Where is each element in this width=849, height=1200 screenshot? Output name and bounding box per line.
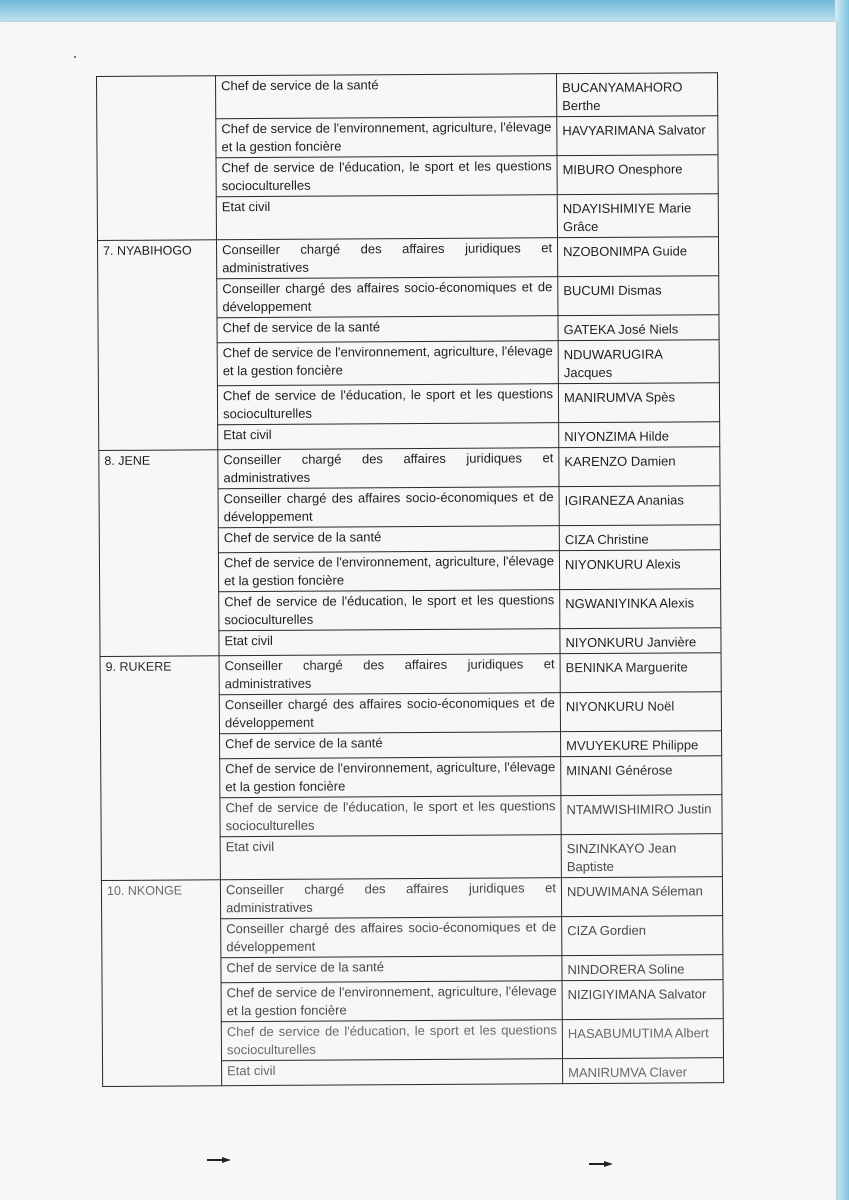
role-cell: Conseiller chargé des affaires juridiques et administratives [217, 238, 558, 279]
name-text: MANIRUMVA Claver [568, 1064, 688, 1081]
name-cell [561, 756, 722, 796]
roster-body [97, 73, 724, 1087]
name-text: NTAMWISHIMIRO Justin [566, 801, 712, 818]
name-text: KARENZO Damien [564, 453, 676, 470]
name-cell [560, 653, 721, 693]
role-cell: Etat civil [220, 835, 561, 880]
arrow-mark-icon [588, 1160, 614, 1168]
name-text: HASABUMUTIMA Albert [567, 1025, 709, 1042]
role-cell: Chef de service de l'éducation, le sport et les questions socioculturelles [221, 1020, 562, 1061]
table-row [98, 237, 719, 280]
commune-cell: 10. NKONGE [101, 880, 221, 1087]
name-cell [558, 276, 719, 316]
role-cell: Chef de service de l'éducation, le sport et les questions socioculturelles [216, 156, 557, 197]
role-cell: Conseiller chargé des affaires socio-économiques et de développement [218, 487, 559, 528]
name-text: CIZA Gordien [567, 922, 647, 939]
arrow-mark-icon [206, 1156, 232, 1164]
table-row [99, 447, 720, 490]
name-cell [560, 692, 721, 732]
staff-roster-table [96, 72, 724, 1087]
name-text: MANIRUMVA Spès [563, 389, 676, 406]
name-cell [560, 589, 721, 629]
role-cell: Conseiller chargé des affaires juridiques et administratives [220, 878, 561, 919]
name-text: BUCUMI Dismas [563, 282, 662, 299]
role-cell: Chef de service de l'environnement, agriculture, l'élevage et la gestion foncière [218, 551, 559, 592]
name-text: NGWANIYINKA Alexis [565, 595, 695, 612]
role-cell: Conseiller chargé des affaires socio-économiques et de développement [217, 277, 558, 318]
name-cell [556, 73, 717, 117]
commune-cell [97, 76, 217, 241]
name-cell [557, 155, 718, 195]
name-text: NDUWIMANA Séleman [566, 883, 703, 900]
table-row [101, 877, 722, 920]
scanner-edge-right [835, 0, 849, 1200]
role-cell: Chef de service de l'environnement, agriculture, l'élevage et la gestion foncière [221, 981, 562, 1022]
role-cell: Chef de service de l'environnement, agriculture, l'élevage et la gestion foncière [217, 341, 558, 386]
commune-cell: 9. RUKERE [100, 656, 220, 881]
name-cell [558, 383, 719, 423]
role-cell: Etat civil [216, 195, 557, 240]
name-cell [561, 731, 722, 757]
role-cell: Chef de service de la santé [220, 732, 561, 759]
name-text: NDAYISHIMIYE Marie Grâce [562, 200, 692, 235]
role-cell: Chef de service de la santé [218, 526, 559, 553]
role-cell: Chef de service de l'éducation, le sport et les questions socioculturelles [220, 796, 561, 837]
name-text: BUCANYAMAHORO Berthe [562, 79, 683, 114]
name-cell [561, 834, 722, 878]
name-cell [557, 194, 718, 238]
name-cell [557, 116, 718, 156]
name-text: MVUYEKURE Philippe [566, 737, 699, 754]
name-cell [558, 340, 719, 384]
name-text: NIYONKURU Noël [565, 698, 675, 715]
role-cell: Chef de service de l'environnement, agriculture, l'élevage et la gestion foncière [216, 117, 557, 158]
name-text: MINANI Générose [566, 762, 673, 779]
name-text: NINDORERA Soline [567, 961, 685, 978]
role-cell: Etat civil [218, 423, 559, 450]
name-cell [561, 877, 722, 917]
name-cell [559, 550, 720, 590]
name-text: GATEKA José Niels [563, 321, 679, 338]
table-row [97, 73, 718, 120]
role-cell: Conseiller chargé des affaires juridiques et administratives [218, 448, 559, 489]
name-cell [562, 916, 723, 956]
commune-cell: 7. NYABIHOGO [98, 240, 218, 451]
name-text: NZOBONIMPA Guide [563, 243, 688, 260]
role-cell: Chef de service de la santé [216, 74, 557, 119]
commune-cell: 8. JENE [99, 450, 219, 657]
role-cell: Conseiller chargé des affaires socio-économiques et de développement [221, 917, 562, 958]
name-text: MIBURO Onesphore [562, 161, 683, 178]
name-cell [560, 628, 721, 654]
role-cell: Etat civil [219, 629, 560, 656]
role-cell: Chef de service de la santé [221, 956, 562, 983]
role-cell: Chef de service de l'éducation, le sport et les questions socioculturelles [217, 384, 558, 425]
name-cell [558, 315, 719, 341]
role-cell: Conseiller chargé des affaires socio-économiques et de développement [219, 693, 560, 734]
role-cell: Chef de service de l'environnement, agriculture, l'élevage et la gestion foncière [220, 757, 561, 798]
role-cell: Conseiller chargé des affaires juridiques et administratives [219, 654, 560, 695]
scanner-edge-top [0, 0, 849, 22]
role-cell: Chef de service de la santé [217, 316, 558, 343]
name-cell [561, 795, 722, 835]
document-page [0, 22, 836, 1200]
name-cell [559, 486, 720, 526]
name-cell [562, 980, 723, 1020]
name-cell [559, 422, 720, 448]
table-row [100, 653, 721, 696]
name-cell [559, 525, 720, 551]
name-text: NIYONZIMA Hilde [564, 428, 670, 445]
name-text: BENINKA Marguerite [565, 659, 688, 676]
name-cell [562, 955, 723, 981]
name-cell [563, 1058, 724, 1084]
role-cell: Chef de service de l'éducation, le sport et les questions socioculturelles [219, 590, 560, 631]
name-text: NDUWARUGIRA Jacques [563, 346, 663, 381]
name-text: HAVYARIMANA Salvator [562, 122, 706, 139]
name-text: NIYONKURU Alexis [564, 556, 681, 573]
name-text: IGIRANEZA Ananias [564, 492, 684, 509]
name-cell [557, 237, 718, 277]
name-cell [559, 447, 720, 487]
name-cell [562, 1019, 723, 1059]
name-text: SINZINKAYO Jean Baptiste [566, 840, 677, 875]
dust-speck [74, 56, 76, 58]
name-text: NIZIGIYIMANA Salvator [567, 986, 707, 1003]
name-text: CIZA Christine [564, 531, 649, 548]
name-text: NIYONKURU Janvière [565, 634, 697, 651]
role-cell: Etat civil [222, 1059, 563, 1086]
